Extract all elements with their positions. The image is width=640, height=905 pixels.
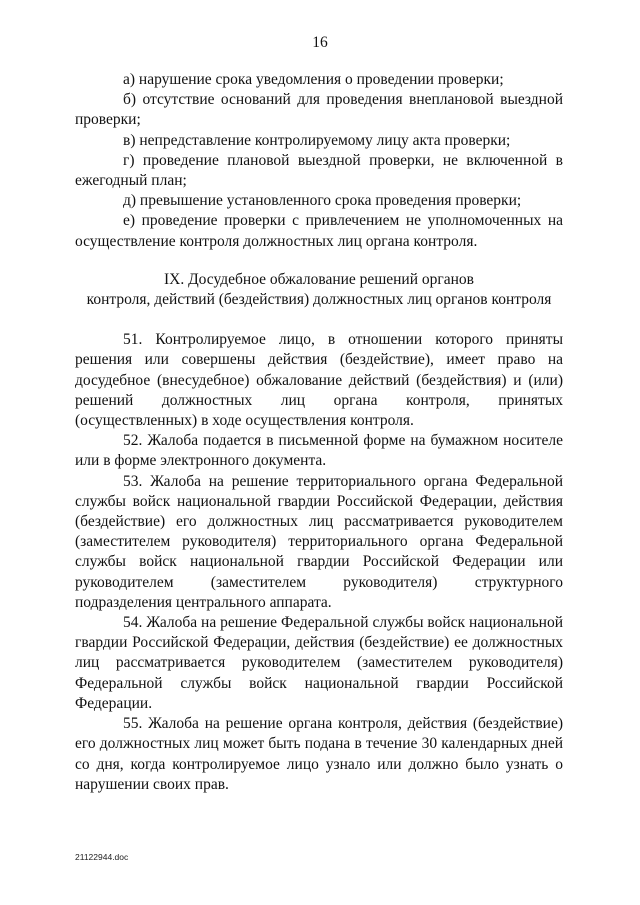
list-item-a: а) нарушение срока уведомления о проведении проверки; [123,71,504,88]
paragraph-51: 51. Контролируемое лицо, в отношении которого приняты решения или совершены действия (бездействие), имеет право на досудебное (внесудебное) обжалование действий (бездействия) и (или) решений должностных лиц органа контроля, принятых (осуществленных) в ходе осуществления контроля. [75,331,563,430]
paragraph-54: 54. Жалоба на решение Федеральной службы войск национальной гвардии Российской Федерации, действия (бездействие) ее должностных лиц рассматривается руководителем (заместителем руководителя) Федеральной службы войск национальной гвардии Российской Федерации. [75,614,563,712]
paragraph-52: 52. Жалоба подается в письменной форме на бумажном носителе или в форме электронного документа. [75,432,563,470]
list-item-c: в) непредставление контролируемому лицу акта проверки; [123,131,511,149]
document-body [75,70,563,795]
section-heading-line-2: контроля, действий (бездействия) должностных лиц органов контроля [86,291,552,309]
list-item-f: е) проведение проверки с привлечением не уполномоченных на осуществление контроля должностных лиц органа контроля. [75,212,563,250]
list-item-b: б) отсутствие оснований для проведения внеплановой выездной проверки; [75,91,563,129]
paragraph-53: 53. Жалоба на решение территориального органа Федеральной службы войск национальной гвардии Российской Федерации, действия (бездействие) его должностных лиц рассматривается руководителем (заместителем руководителя) территориального органа Федеральной службы войск национальной гвардии Российской Федерации или руководителем (заместителем руководителя) структурного подразделения центрального аппарата. [75,472,563,611]
paragraph-55: 55. Жалоба на решение органа контроля, действия (бездействие) его должностных лиц может быть подана в течение 30 календарных дней со дня, когда контролируемое лицо узнало или должно было узнать о нарушении своих прав. [75,715,563,793]
section-heading-line-1: IX. Досудебное обжалование решений органов [163,270,474,288]
list-item-d: г) проведение плановой выездной проверки, не включенной в ежегодный план; [75,151,563,190]
page-number: 16 [312,34,328,51]
section-heading [75,270,563,310]
list-item-e: д) превышение установленного срока проведения проверки; [123,192,522,210]
footer-document-code: 21122944.doc [75,852,129,862]
